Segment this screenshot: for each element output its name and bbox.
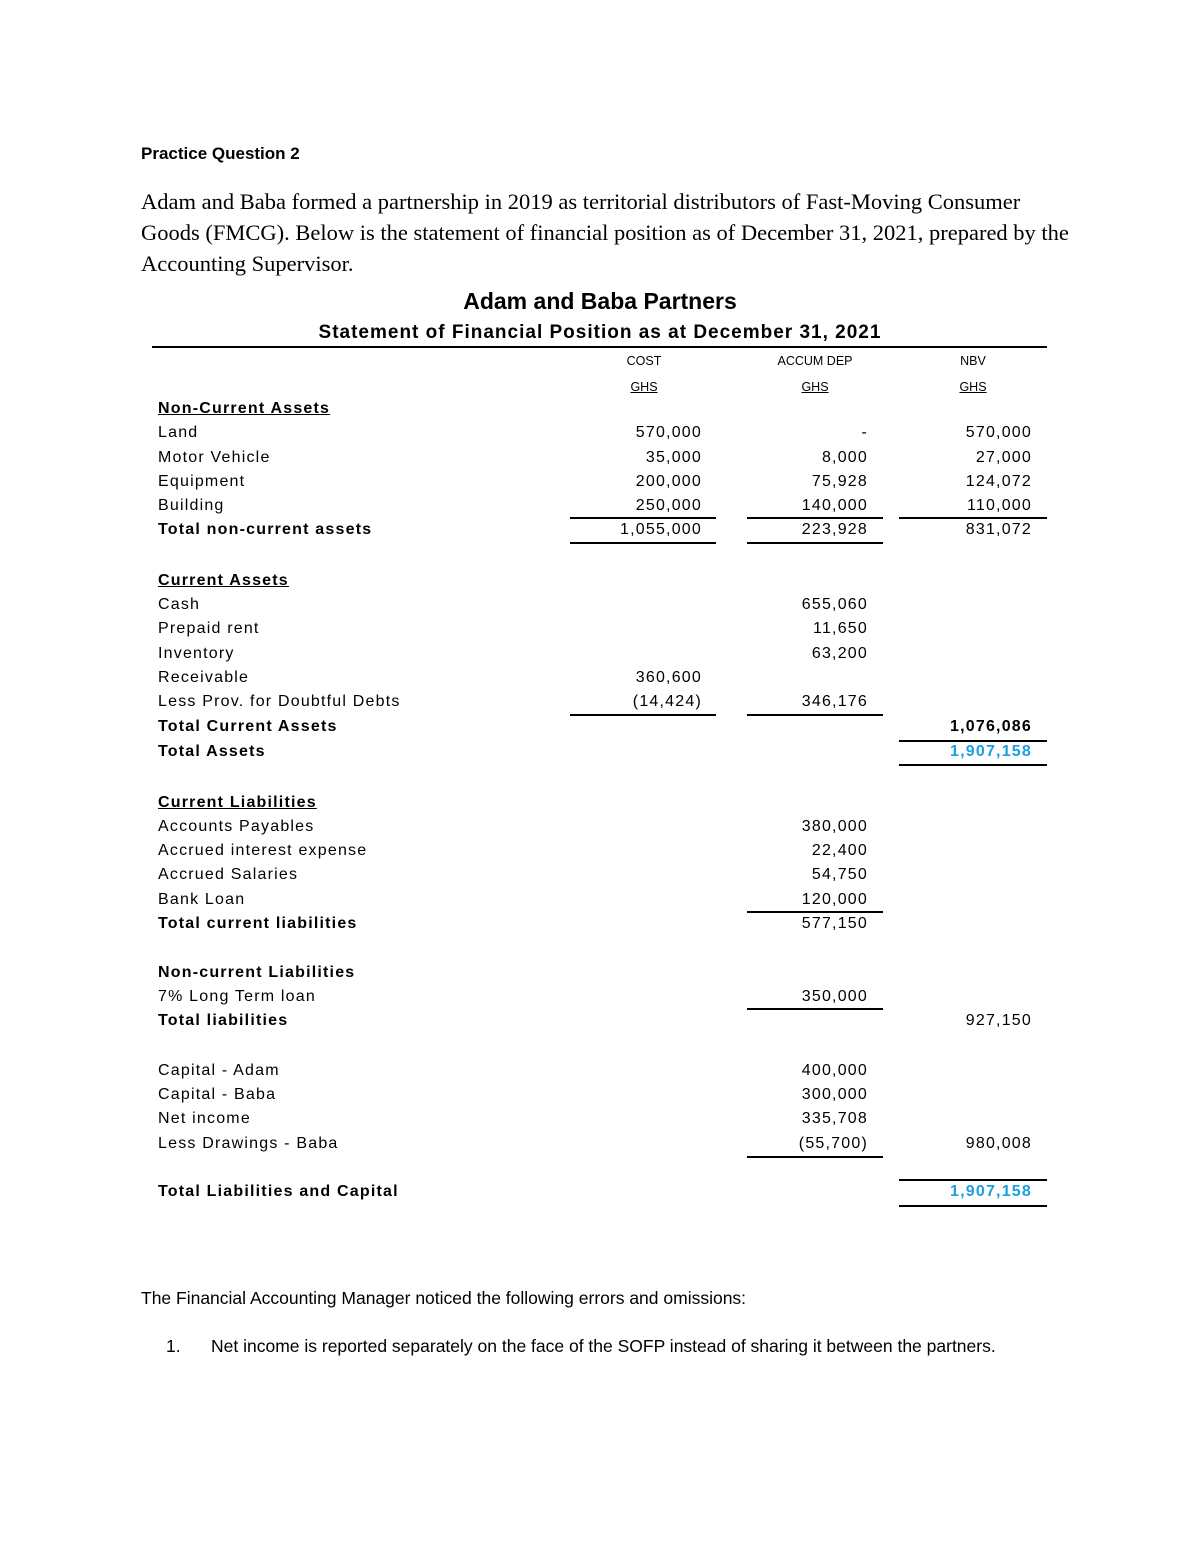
cost-cell: 1,055,000 <box>620 521 702 538</box>
accum-dep-cell: 140,000 <box>801 497 868 514</box>
row-label: Net income <box>158 1110 251 1127</box>
accum-dep-cell: 8,000 <box>821 449 868 466</box>
table-row <box>0 1086 1200 1110</box>
row-label: Total non-current assets <box>158 521 373 538</box>
question-heading: Practice Question 2 <box>141 144 300 163</box>
accum-dep-cell: 350,000 <box>801 988 868 1005</box>
intro-paragraph: Adam and Baba formed a partnership in 2019 as territorial distributors of Fast-Moving Consumer Goods (FMCG). Below is the statement of financial position as of December 31, 2021, prepared by the Accounting Supervisor. <box>141 189 1069 276</box>
table-row <box>0 669 1200 693</box>
accum-dep-cell: 380,000 <box>801 818 868 835</box>
table-row <box>0 424 1200 448</box>
subtotal-rule <box>747 714 883 716</box>
accum-dep-cell: 54,750 <box>811 866 868 883</box>
subtotal-rule <box>570 714 716 716</box>
cost-cell: 250,000 <box>635 497 702 514</box>
accum-dep-cell: 346,176 <box>801 693 868 710</box>
row-label: Motor Vehicle <box>158 449 271 466</box>
list-item: Net income is reported separately on the face of the SOFP instead of sharing it between the partners. <box>211 1336 996 1356</box>
row-label: Equipment <box>158 473 246 490</box>
column-header-cost: COST <box>626 354 662 368</box>
cost-cell: 200,000 <box>635 473 702 490</box>
accum-dep-cell: 655,060 <box>801 596 868 613</box>
row-label: 7% Long Term loan <box>158 988 316 1005</box>
accum-dep-cell: 11,650 <box>813 620 868 637</box>
total-liabilities-capital-value: 1,907,158 <box>950 1183 1032 1200</box>
list-item-number: 1. <box>166 1336 181 1356</box>
table-row <box>0 1183 1200 1207</box>
statement-subtitle: Statement of Financial Position as at December 31, 2021 <box>318 322 882 343</box>
table-row <box>0 400 1200 424</box>
accum-dep-cell: 577,150 <box>801 915 868 932</box>
subtotal-rule <box>747 1008 883 1010</box>
row-label: Total current liabilities <box>158 915 358 932</box>
nbv-cell: 27,000 <box>975 449 1032 466</box>
row-label: Total Assets <box>158 743 266 760</box>
double-total-rule <box>899 764 1047 766</box>
company-title: Adam and Baba Partners <box>463 288 737 314</box>
table-row <box>0 988 1200 1012</box>
total-rule <box>570 542 716 544</box>
row-label: Prepaid rent <box>158 620 260 637</box>
column-header-nbv: NBV <box>960 354 986 368</box>
cost-cell: 360,600 <box>635 669 702 686</box>
table-row <box>0 915 1200 939</box>
section-heading: Non-current Liabilities <box>158 964 356 981</box>
table-row <box>0 866 1200 890</box>
column-unit-accum-dep: GHS <box>801 380 829 394</box>
cost-cell: 35,000 <box>645 449 702 466</box>
row-label: Less Drawings - Baba <box>158 1135 339 1152</box>
cost-cell: (14,424) <box>632 693 702 710</box>
total-rule <box>899 1179 1047 1181</box>
table-row <box>0 1012 1200 1036</box>
table-row <box>0 1135 1200 1159</box>
row-label: Accrued interest expense <box>158 842 368 859</box>
accum-dep-cell: 335,708 <box>801 1110 868 1127</box>
row-label: Capital - Baba <box>158 1086 277 1103</box>
cost-cell: 570,000 <box>635 424 702 441</box>
nbv-cell: 980,008 <box>965 1135 1032 1152</box>
subtotal-rule <box>570 517 716 519</box>
table-row <box>0 596 1200 620</box>
subtotal-rule <box>747 517 883 519</box>
nbv-cell: 927,150 <box>965 1012 1032 1029</box>
accum-dep-cell: (55,700) <box>798 1135 868 1152</box>
table-row <box>0 473 1200 497</box>
table-row <box>0 645 1200 669</box>
nbv-cell: 110,000 <box>966 497 1032 514</box>
accum-dep-cell: 120,000 <box>801 891 868 908</box>
nbv-cell: 124,072 <box>965 473 1032 490</box>
table-row <box>0 449 1200 473</box>
accum-dep-cell: 63,200 <box>811 645 868 662</box>
row-label: Land <box>158 424 199 441</box>
total-assets-value: 1,907,158 <box>950 743 1032 760</box>
row-label: Total liabilities <box>158 1012 289 1029</box>
accum-dep-cell: 300,000 <box>801 1086 868 1103</box>
double-total-rule <box>899 1205 1047 1207</box>
section-heading: Current Liabilities <box>158 794 317 811</box>
total-rule <box>747 542 883 544</box>
row-label: Building <box>158 497 225 514</box>
row-label: Total Current Assets <box>158 718 338 735</box>
table-row <box>0 572 1200 596</box>
accum-dep-cell: - <box>861 424 868 441</box>
row-label: Inventory <box>158 645 235 662</box>
nbv-cell: 1,076,086 <box>950 718 1032 735</box>
accum-dep-cell: 75,928 <box>811 473 868 490</box>
table-row <box>0 718 1200 742</box>
row-label: Less Prov. for Doubtful Debts <box>158 693 401 710</box>
accum-dep-cell: 22,400 <box>811 842 868 859</box>
nbv-cell: 570,000 <box>965 424 1032 441</box>
subtotal-rule <box>747 911 883 913</box>
table-row <box>0 620 1200 644</box>
row-label: Receivable <box>158 669 250 686</box>
accum-dep-cell: 400,000 <box>801 1062 868 1079</box>
row-label: Cash <box>158 596 201 613</box>
subtotal-rule <box>747 1156 883 1158</box>
row-label: Accounts Payables <box>158 818 315 835</box>
row-label: Accrued Salaries <box>158 866 299 883</box>
table-row <box>0 794 1200 818</box>
table-row <box>0 891 1200 915</box>
row-label: Total Liabilities and Capital <box>158 1183 399 1200</box>
nbv-cell: 831,072 <box>965 521 1032 538</box>
header-rule <box>152 346 1047 348</box>
column-unit-nbv: GHS <box>959 380 987 394</box>
column-unit-cost: GHS <box>630 380 658 394</box>
accum-dep-cell: 223,928 <box>801 521 868 538</box>
total-rule <box>899 740 1047 742</box>
table-row <box>0 1062 1200 1086</box>
subtotal-rule <box>899 517 1047 519</box>
section-heading: Current Assets <box>158 572 289 589</box>
table-row <box>0 842 1200 866</box>
row-label: Bank Loan <box>158 891 246 908</box>
column-header-accum-dep: ACCUM DEP <box>777 354 853 368</box>
table-row <box>0 1110 1200 1134</box>
row-label: Capital - Adam <box>158 1062 280 1079</box>
table-row <box>0 818 1200 842</box>
footer-text: The Financial Accounting Manager noticed the following errors and omissions: <box>141 1288 747 1308</box>
section-heading: Non-Current Assets <box>158 400 331 417</box>
table-row <box>0 964 1200 988</box>
